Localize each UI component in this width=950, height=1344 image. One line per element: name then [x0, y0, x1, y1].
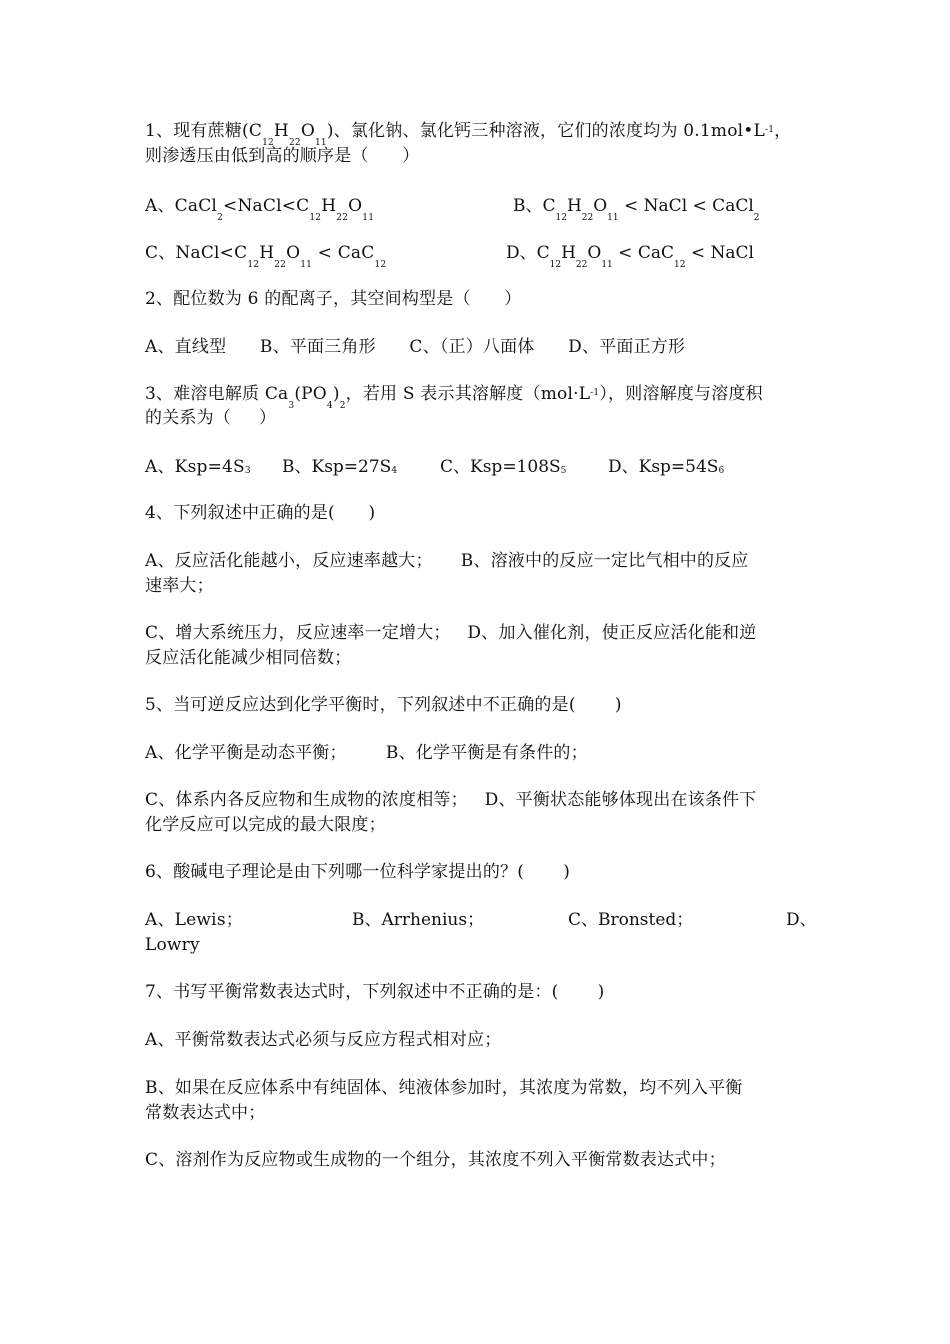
- q2-stem: 2、配位数为 6 的配离子，其空间构型是（ ）: [145, 289, 522, 309]
- q6-option-a[interactable]: A、Lewis；: [145, 910, 243, 930]
- q1-stem-line1: 1、现有蔗糖$(C_{12}H_{22}O_{11})$、氯化钠、氯化钙三种溶液，它们的浓度均为 $0.1mol•L^{-1}$，: [145, 121, 792, 148]
- q5-option-cd[interactable]: C、体系内各反应物和生成物的浓度相等； D、平衡状态能够体现出在该条件下: [145, 790, 757, 810]
- q2-options[interactable]: A、直线型 B、平面三角形 C、（正）八面体 D、平面正方形: [145, 337, 686, 357]
- q1-stem-line2: 则渗透压由低到高的顺序是（ ）: [145, 146, 420, 166]
- q4-option-b-cont: 速率大；: [145, 576, 214, 596]
- q3-option-a[interactable]: A、Ksp=4S3: [145, 457, 251, 477]
- q4-option-cd[interactable]: C、增大系统压力，反应速率一定增大； D、加入催化剂，使正反应活化能和逆: [145, 623, 757, 643]
- q3-option-c[interactable]: C、Ksp=108S5: [440, 457, 567, 477]
- q1-option-c[interactable]: C、$NaCl<C_{12}H_{22}O_{11} < CaC_{12}$: [145, 243, 387, 270]
- q3-stem-line1: 3、难溶电解质 $Ca_3(PO_4)_2$，若用 S 表示其溶解度$(mol\cdot L^{-1})$，则溶解度与溶度积: [145, 384, 763, 411]
- q7-option-c[interactable]: C、溶剂作为反应物或生成物的一个组分，其浓度不列入平衡常数表达式中；: [145, 1150, 726, 1170]
- q6-option-c[interactable]: C、Bronsted；: [568, 910, 694, 930]
- q4-stem: 4、下列叙述中正确的是( ): [145, 503, 376, 523]
- q6-option-d[interactable]: D、: [786, 910, 817, 930]
- q7-option-a[interactable]: A、平衡常数表达式必须与反应方程式相对应；: [145, 1030, 502, 1050]
- q3-option-d[interactable]: D、Ksp=54S6: [608, 457, 725, 477]
- q6-stem: 6、酸碱电子理论是由下列哪一位科学家提出的？( ): [145, 862, 571, 882]
- q7-option-b-cont: 常数表达式中；: [145, 1103, 266, 1123]
- q7-stem: 7、书写平衡常数表达式时，下列叙述中不正确的是：( ): [145, 982, 605, 1002]
- q1-option-b[interactable]: B、$C_{12}H_{22}O_{11}$ < NaCl < CaCl$_2$: [513, 196, 760, 223]
- q3-stem-line2: 的关系为（ ）: [145, 408, 277, 428]
- q4-option-ab[interactable]: A、反应活化能越小，反应速率越大； B、溶液中的反应一定比气相中的反应: [145, 551, 749, 571]
- q5-option-ab[interactable]: A、化学平衡是动态平衡； B、化学平衡是有条件的；: [145, 743, 588, 763]
- q6-option-b[interactable]: B、Arrhenius；: [352, 910, 485, 930]
- q4-option-d-cont: 反应活化能减少相同倍数；: [145, 648, 352, 668]
- q5-stem: 5、当可逆反应达到化学平衡时，下列叙述中不正确的是( ): [145, 695, 622, 715]
- q1-option-a[interactable]: A、$CaCl_2<NaCl<C_{12}H_{22}O_{11}$: [145, 196, 375, 223]
- q1-option-d[interactable]: D、$C_{12}H_{22}O_{11} < CaC_{12}$ < NaCl: [506, 243, 754, 270]
- q7-option-b[interactable]: B、如果在反应体系中有纯固体、纯液体参加时，其浓度为常数，均不列入平衡: [145, 1078, 743, 1098]
- q6-option-d-cont: Lowry: [145, 935, 200, 955]
- q3-option-b[interactable]: B、Ksp=27S4: [282, 457, 398, 477]
- q5-option-d-cont: 化学反应可以完成的最大限度；: [145, 815, 386, 835]
